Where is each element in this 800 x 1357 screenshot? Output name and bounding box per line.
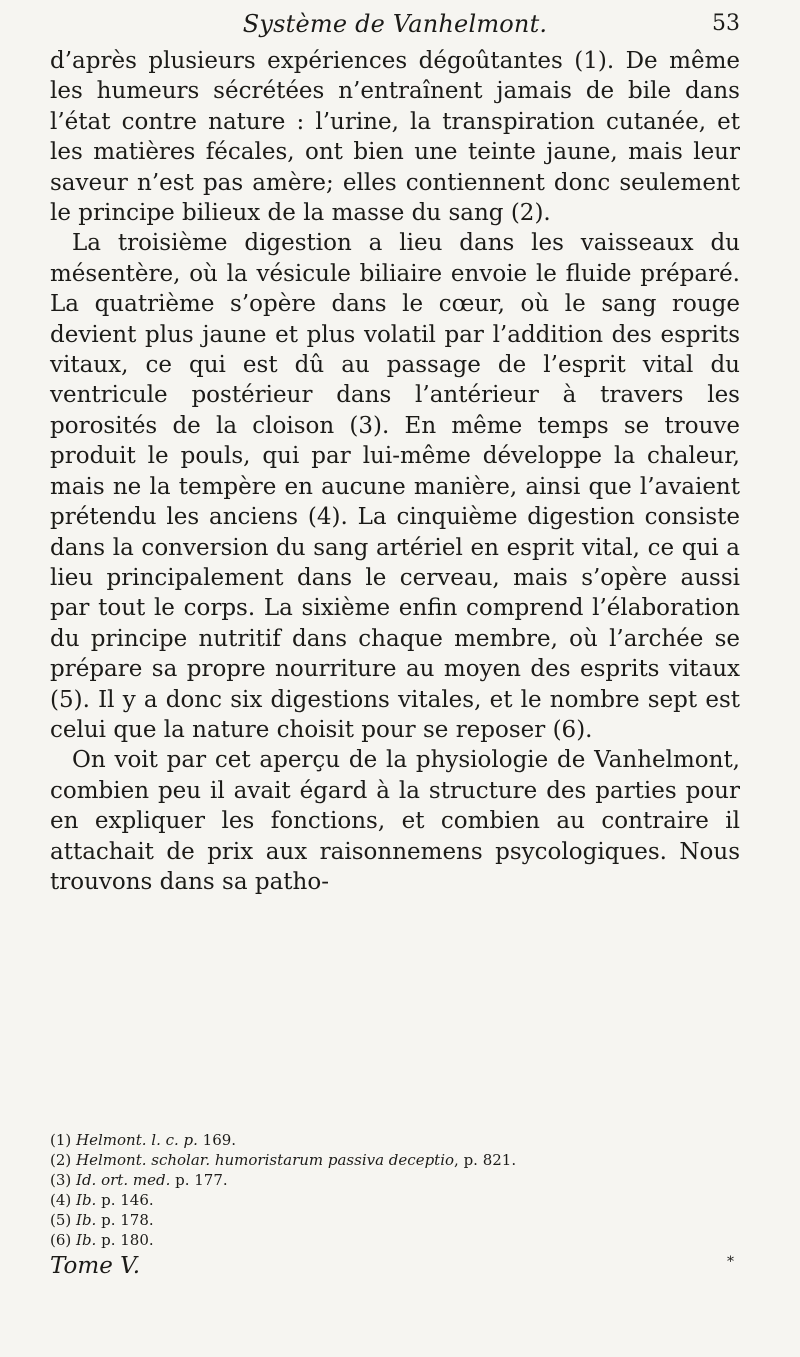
running-head	[50, 6, 740, 42]
footnote-mark: (4)	[50, 1191, 72, 1209]
footnote-page: 169.	[197, 1131, 237, 1149]
paragraph: La troisième digestion a lieu dans les vaisseaux du mésentère, où la vésicule biliaire envoie le fluide préparé. La quatrième s’opère dans le cœur, où le sang rouge devient plus jaune et plus volatil par l’addition des esprits vitaux, ce qui est dû au passage de l’esprit vital du ventricule postérieur dans l’antérieur à travers les porosités de la cloison (3). En même temps se trouve produit le pouls, qui par lui-même développe la chaleur, mais ne la tempère en aucune manière, ainsi que l’avaient prétendu les anciens (4). La cinquième digestion consiste dans la conversion du sang artériel en esprit vital, ce qui a lieu principalement dans le cerveau, mais s’opère aussi par tout le corps. La sixième enfin comprend l’élaboration du principe nutritif dans chaque membre, où l’archée se prépare sa propre nourriture au moyen des esprits vitaux (5). Il y a donc six digestions vitales, et le nombre sept est celui que la nature choisit pour se reposer (6).	[50, 230, 740, 743]
running-title: Système de Vanhelmont.	[242, 10, 548, 38]
footnote	[50, 1170, 740, 1190]
footnote	[50, 1210, 740, 1230]
body-text	[50, 46, 740, 897]
footnote	[50, 1150, 740, 1170]
footnotes	[50, 1130, 740, 1250]
paragraph: d’après plusieurs expériences dégoûtantes (1). De même les humeurs sécrétées n’entraînent jamais de bile dans l’état contre nature : l’urine, la transpiration cutanée, et les matières fécales, ont bien une teinte jaune, mais leur saveur n’est pas amère; elles contiennent donc seulement le principe bilieux de la masse du sang (2).	[50, 48, 740, 227]
footnote-reference: Id. ort. med.	[76, 1171, 171, 1189]
footnote-mark: (6)	[50, 1231, 72, 1249]
footnote-page: p. 178.	[96, 1211, 154, 1229]
footnote-reference: Ib.	[76, 1211, 97, 1229]
paragraph: On voit par cet aperçu de la physiologie de Vanhelmont, combien peu il avait égard à la structure des parties pour en expliquer les fonctions, et combien au contraire il attachait de prix aux raisonnemens psycologiques. Nous trouvons dans sa patho-	[50, 747, 740, 895]
signature-line	[50, 1248, 740, 1288]
signature-mark: *	[727, 1254, 734, 1270]
footnote-page: p. 146.	[96, 1191, 154, 1209]
footnote	[50, 1130, 740, 1150]
footnote-reference: Helmont. l. c. p.	[76, 1131, 198, 1149]
volume-signature: Tome V.	[50, 1253, 141, 1279]
footnote	[50, 1190, 740, 1210]
footnote-reference: Ib.	[76, 1231, 97, 1249]
footnote-page: , p. 821.	[454, 1151, 517, 1169]
footnote-page: p. 180.	[96, 1231, 154, 1249]
footnote-reference: Ib.	[76, 1191, 97, 1209]
footnote-mark: (3)	[50, 1171, 72, 1189]
page-number: 53	[712, 11, 740, 36]
footnote-page: p. 177.	[170, 1171, 228, 1189]
footnote-mark: (1)	[50, 1131, 72, 1149]
footnote-mark: (2)	[50, 1151, 72, 1169]
footnote-mark: (5)	[50, 1211, 72, 1229]
footnote	[50, 1230, 740, 1250]
footnote-reference: Helmont. scholar. humoristarum passiva deceptio	[76, 1151, 455, 1169]
